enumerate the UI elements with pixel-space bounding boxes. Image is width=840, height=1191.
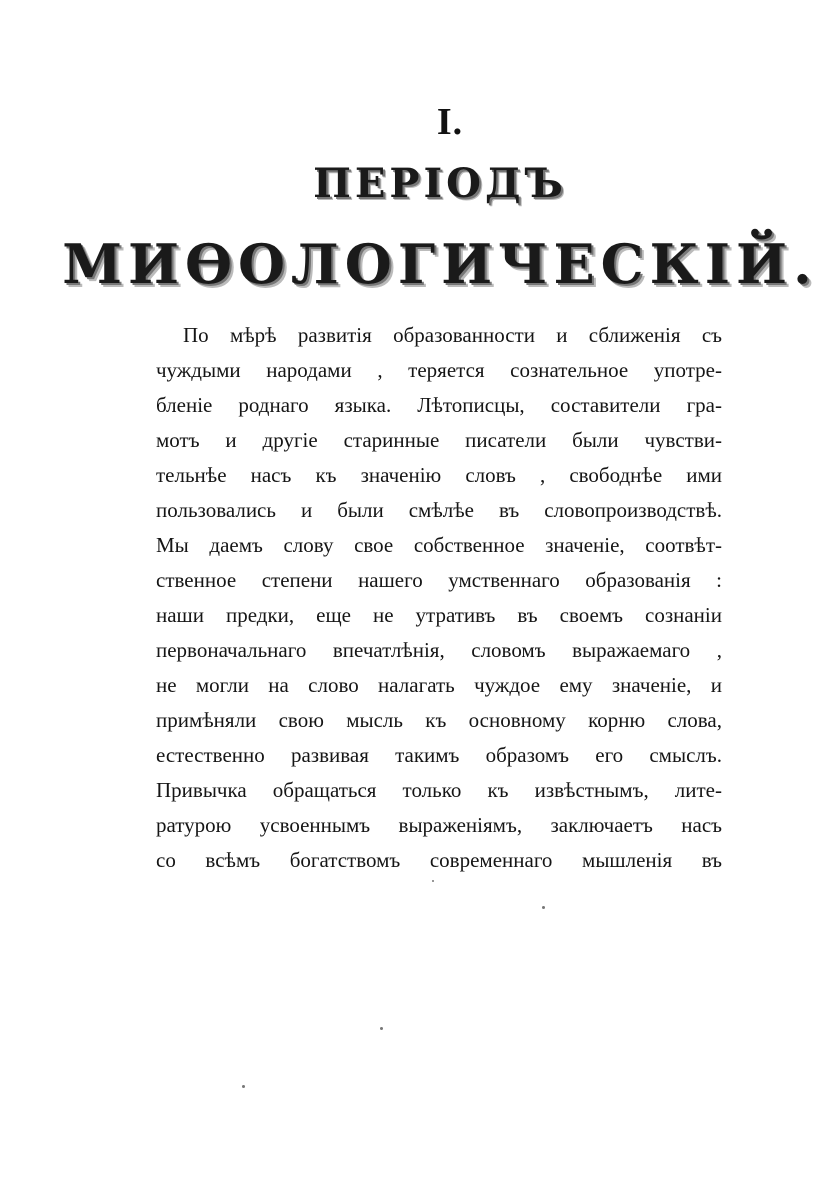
text-line: примѣняли свою мысль къ основному корню слова, (156, 708, 722, 732)
text-line: Мы даемъ слову свое собственное значеніе, соотвѣт- (156, 533, 722, 557)
text-line: ратурою усвоеннымъ выраженіямъ, заключаетъ насъ (156, 813, 722, 837)
text-line: мотъ и другіе старинные писатели были чувстви- (156, 428, 722, 452)
text-line: тельнѣе насъ къ значенію словъ , свободнѣе ими (156, 463, 722, 487)
paper-speck (242, 1085, 245, 1088)
paper-speck (542, 906, 545, 909)
text-line: ственное степени нашего умственнаго образованія : (156, 568, 722, 592)
text-line: чуждыми народами , теряется сознательное употре- (156, 358, 722, 382)
text-line: не могли на слово налагать чуждое ему значеніе, и (156, 673, 722, 697)
text-line: пользовались и были смѣлѣе въ словопроизводствѣ. (156, 498, 722, 522)
text-line: со всѣмъ богатствомъ современнаго мышленія въ (156, 848, 722, 872)
text-line: естественно развивая такимъ образомъ его смыслъ. (156, 743, 722, 767)
text-line: первоначальнаго впечатлѣнія, словомъ выражаемаго , (156, 638, 722, 662)
chapter-title-line-1: ПЕРІОДЪ (313, 160, 567, 207)
paper-speck (432, 880, 434, 882)
text-line: Привычка обращаться только къ извѣстнымъ, лите- (156, 778, 722, 802)
paper-speck (380, 1027, 383, 1030)
chapter-number: I. (436, 101, 464, 143)
text-line: бленіе роднаго языка. Лѣтописцы, составители гра- (156, 393, 722, 417)
text-line: наши предки, еще не утративъ въ своемъ сознаніи (156, 603, 722, 627)
chapter-title-line-2: МИѲОЛОГИЧЕСКІЙ. (62, 232, 818, 296)
text-line: По мѣрѣ развитія образованности и сближенія съ (183, 323, 722, 347)
body-paragraph (156, 318, 722, 878)
